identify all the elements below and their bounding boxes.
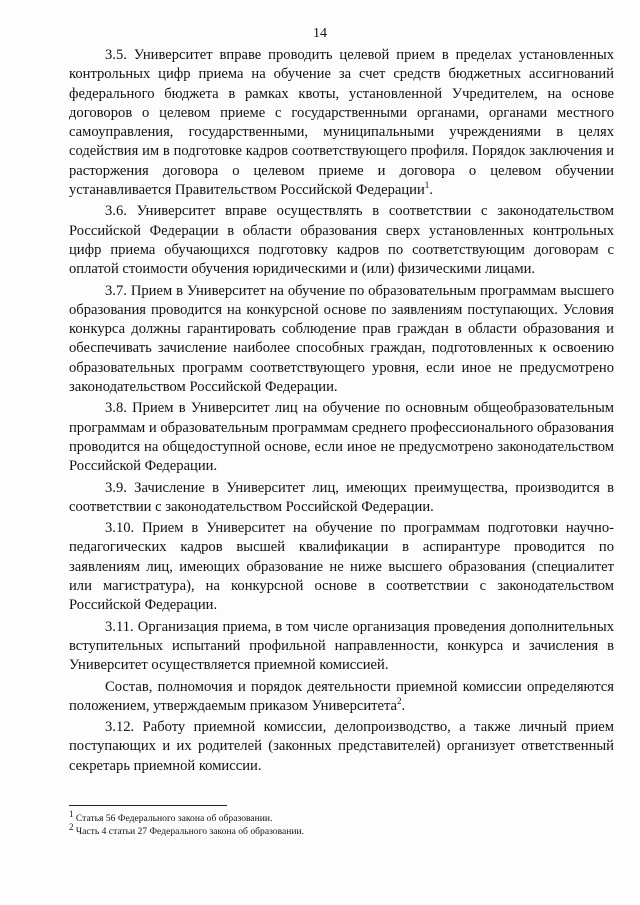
- paragraph-3-5: [69, 46, 614, 200]
- paragraph-3-7: [69, 282, 614, 398]
- paragraph-text: 3.7. Прием в Университет на обучение по образовательным программам высшего образования проводится на конкурсной основе по заявлениям поступающих. Условия конкурса должны гарантировать соблюдение прав граждан в области образования и обеспечивать зачисление наиболее способных граждан, подготовленных к освоению образовательных программ соответствующего уровня, если иное не предусмотрено законодательством Российской Федерации.: [69, 282, 614, 396]
- paragraph-3-10: [69, 519, 614, 615]
- paragraph-text: 3.10. Прием в Университет на обучение по программам подготовки научно-педагогических кадров высшей квалификации в аспирантуре проводится по заявлениям лиц, имеющих образование не ниже высшего образования (специалитет или магистратура), на конкурсной основе в соответствии с законодательством Российской Федерации.: [69, 520, 614, 614]
- page-number: 14: [313, 26, 327, 41]
- footnote-separator: [69, 805, 227, 806]
- footnote-ref: 1: [424, 180, 430, 191]
- footnote-ref: 2: [397, 695, 402, 706]
- paragraph-text: 3.6. Университет вправе осуществлять в соответствии с законодательством Российской Федерации в области образования сверх установленных контрольных цифр приема обучающихся подготовку кадров по соответствующим договорам с оплатой стоимости обучения юридическими и (или) физическими лицами.: [69, 203, 614, 278]
- paragraph-3-9: [69, 479, 614, 518]
- footnote-text: Часть 4 статьи 27 Федерального закона об образовании.: [73, 826, 305, 837]
- document-body: [69, 46, 614, 776]
- footnote-mark: 1: [69, 808, 74, 819]
- paragraph-3-8: [69, 399, 614, 476]
- paragraph-text: Состав, полномочия и порядок деятельности приемной комиссии определяются положением, утверждаемым приказом Университета: [69, 678, 614, 714]
- footnotes: [69, 808, 614, 838]
- paragraph-commission-composition: [69, 678, 614, 717]
- footnote-mark: 2: [69, 821, 74, 832]
- paragraph-text: 3.5. Университет вправе проводить целевой прием в пределах установленных контрольных цифр приема на обучение за счет средств бюджетных ассигнований федерального бюджета в рамках квоты, установленной Учредителем, на основе договоров о целевом приеме с государственными органами, органами местного самоуправления, государственными, муниципальными учреждениями в целях содействия им в подготовке кадров соответствующего профиля. Порядок заключения и расторжения договора о целевом приеме и договора о целевом обучении устанавливается Правительством Российской Федерации: [69, 47, 614, 199]
- paragraph-text: 3.9. Зачисление в Университет лиц, имеющих преимущества, производится в соответствии с законодательством Российской Федерации.: [69, 479, 614, 515]
- paragraph-text: 3.11. Организация приема, в том числе организация проведения дополнительных вступительных испытаний профильной направленности, конкурса и зачисления в Университет осуществляется приемной комиссией.: [69, 618, 614, 674]
- paragraph-tail: .: [401, 697, 406, 714]
- paragraph-3-11: [69, 618, 614, 676]
- paragraph-3-6: [69, 202, 614, 279]
- footnote-2: [69, 821, 614, 838]
- paragraph-tail: .: [429, 182, 433, 199]
- paragraph-3-12: [69, 718, 614, 776]
- paragraph-text: 3.12. Работу приемной комиссии, делопроизводство, а также личный прием поступающих и их родителей (законных представителей) организует ответственный секретарь приемной комиссии.: [69, 719, 614, 774]
- footnote-1: [69, 808, 614, 825]
- paragraph-text: 3.8. Прием в Университет лиц на обучение по основным общеобразовательным программам и образовательным программам среднего профессионального образования проводится на общедоступной основе, если иное не предусмотрено законодательством Российской Федерации.: [69, 400, 614, 475]
- footnote-text: Статья 56 Федерального закона об образовании.: [73, 813, 273, 824]
